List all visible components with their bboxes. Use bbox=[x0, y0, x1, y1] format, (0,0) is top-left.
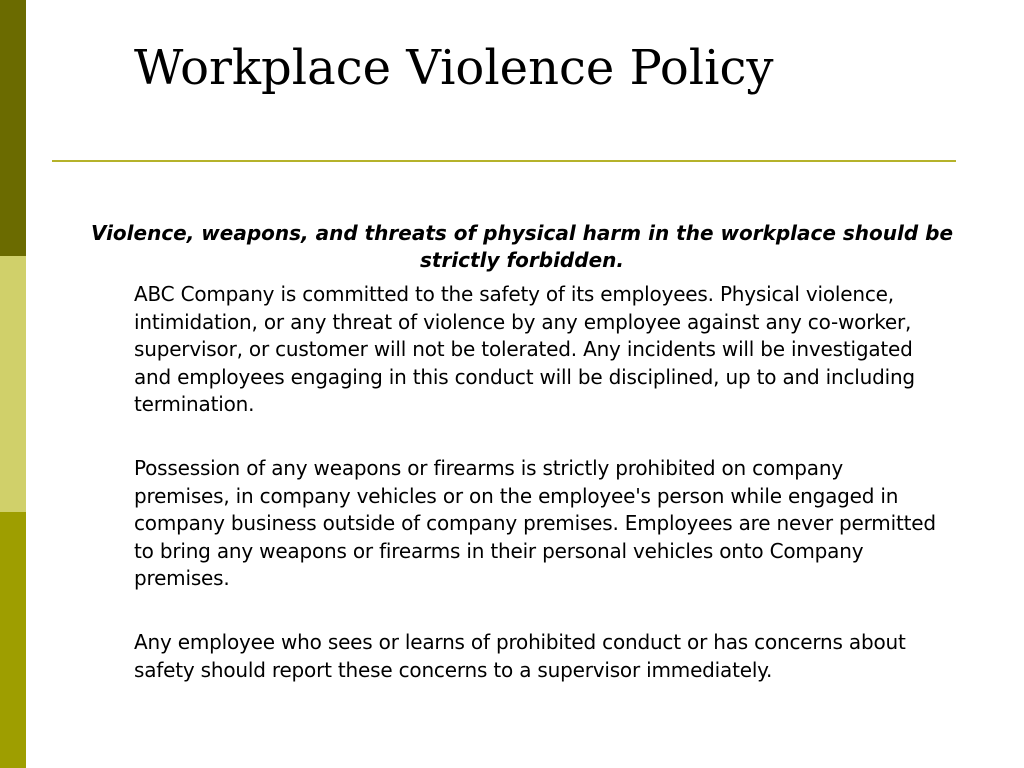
subtitle-text: Violence, weapons, and threats of physical harm in the workplace should be strictly forbidden bbox=[90, 221, 954, 272]
side-bar-middle bbox=[0, 256, 26, 512]
policy-paragraph-weapons: Possession of any weapons or firearms is strictly prohibited on company premises, in company vehicles or on the employee's person while engaged in company business outside of company premises. Employees are never permitted to bring any weapons or firearms in their personal vehicles onto Company premises. bbox=[134, 456, 936, 590]
policy-paragraph-reporting: Any employee who sees or learns of prohibited conduct or has concerns about safety should report these concerns to a supervisor immediately. bbox=[134, 630, 906, 682]
slide-title: Workplace Violence Policy bbox=[134, 40, 774, 96]
policy-paragraph-safety: ABC Company is committed to the safety of its employees. Physical violence, intimidation, or any threat of violence by any employee against any co-worker, supervisor, or customer will not be tolerated. Any incidents will be investigated and employees engaging in this conduct will be disciplined, up to and including termination. bbox=[134, 282, 915, 416]
title-divider bbox=[52, 160, 956, 162]
subtitle-period: . bbox=[616, 248, 624, 272]
side-bar-top bbox=[0, 0, 26, 256]
slide-subtitle bbox=[90, 220, 954, 274]
side-bar-bottom bbox=[0, 512, 26, 768]
